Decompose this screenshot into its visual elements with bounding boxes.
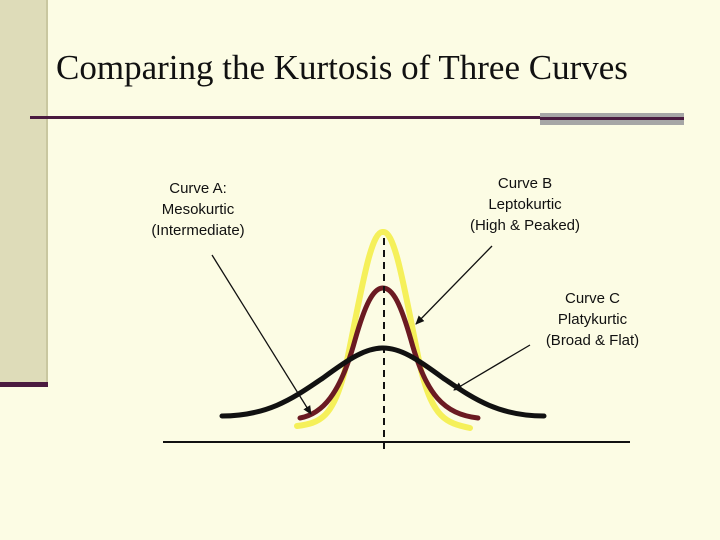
arrow-curve-b — [416, 246, 492, 324]
arrow-curve-a — [212, 255, 311, 414]
label-curve-b-desc: (High & Peaked) — [469, 217, 581, 234]
label-curve-a-type: Mesokurtic — [161, 201, 235, 218]
slide-title: Comparing the Kurtosis of Three Curves — [56, 48, 628, 87]
label-curve-a — [128, 178, 268, 241]
label-curve-b-name: Curve B — [497, 175, 553, 192]
label-curve-a-name: Curve A: — [169, 180, 227, 197]
label-curve-b-type: Leptokurtic — [488, 196, 562, 213]
arrow-curve-c — [454, 345, 530, 390]
label-curve-b — [450, 173, 600, 236]
label-curve-a-desc: (Intermediate) — [151, 222, 245, 239]
curve-mesokurtic — [300, 288, 478, 418]
label-curve-c — [525, 288, 660, 351]
label-curve-c-desc: (Broad & Flat) — [545, 332, 640, 349]
label-curve-c-type: Platykurtic — [557, 311, 628, 328]
label-curve-c-name: Curve C — [564, 290, 620, 307]
